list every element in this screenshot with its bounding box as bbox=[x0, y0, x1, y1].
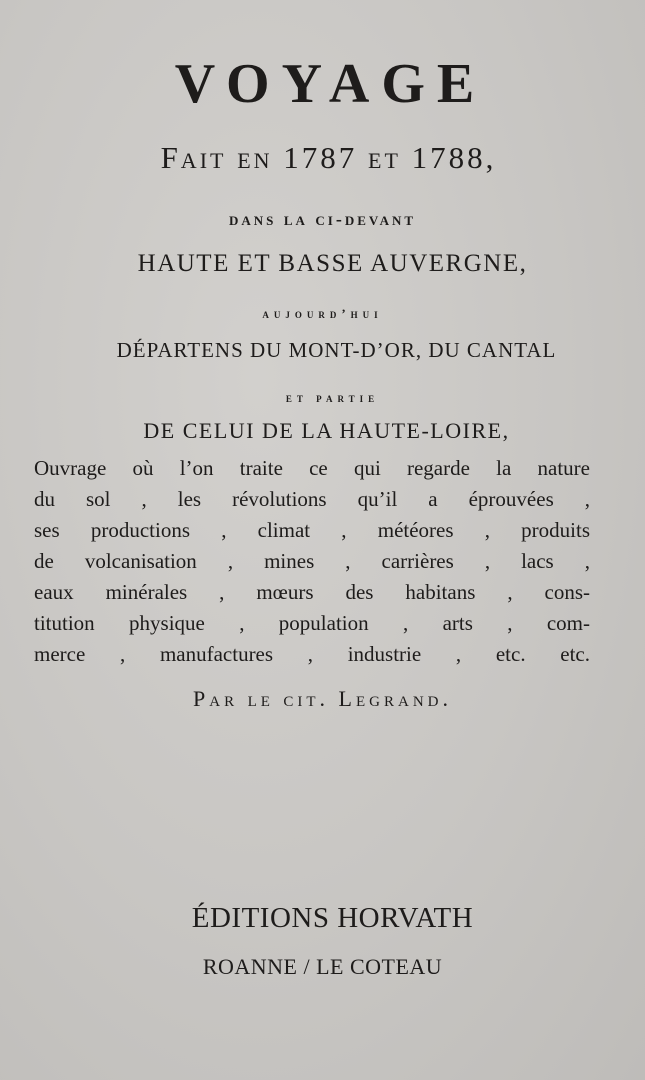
description-line: titution physique , population , arts , com- bbox=[34, 611, 590, 635]
description-line: de volcanisation , mines , carrières , lacs , bbox=[34, 549, 590, 573]
subtitle-dates: Fait en 1787 et 1788, bbox=[160, 140, 497, 175]
publisher-location: ROANNE / LE COTEAU bbox=[202, 954, 443, 979]
line-aujourdhui: aujourd’hui bbox=[262, 306, 383, 321]
description-paragraph bbox=[34, 453, 590, 670]
line-ci-devant: dans la ci-devant bbox=[228, 209, 417, 229]
book-title: VOYAGE bbox=[174, 53, 487, 115]
description-line: Ouvrage où l’on traite ce qui regarde la nature bbox=[34, 456, 590, 480]
author-line: Par le cit. Legrand. bbox=[193, 686, 452, 711]
description-line: eaux minérales , mœurs des habitans , cons- bbox=[34, 580, 590, 604]
line-celui: DE CELUI DE LA HAUTE-LOIRE, bbox=[143, 418, 510, 443]
description-line: du sol , les révolutions qu’il a éprouvées , bbox=[34, 487, 590, 511]
publisher-name: ÉDITIONS HORVATH bbox=[191, 902, 474, 934]
description-line: ses productions , climat , météores , produits bbox=[34, 518, 590, 542]
line-departements: DÉPARTENS DU MONT-D’OR, DU CANTAL bbox=[116, 338, 557, 362]
description-line: merce , manufactures , industrie , etc. etc. bbox=[34, 642, 590, 666]
line-region: HAUTE ET BASSE AUVERGNE, bbox=[137, 250, 528, 277]
line-et-partie: et partie bbox=[285, 390, 380, 405]
